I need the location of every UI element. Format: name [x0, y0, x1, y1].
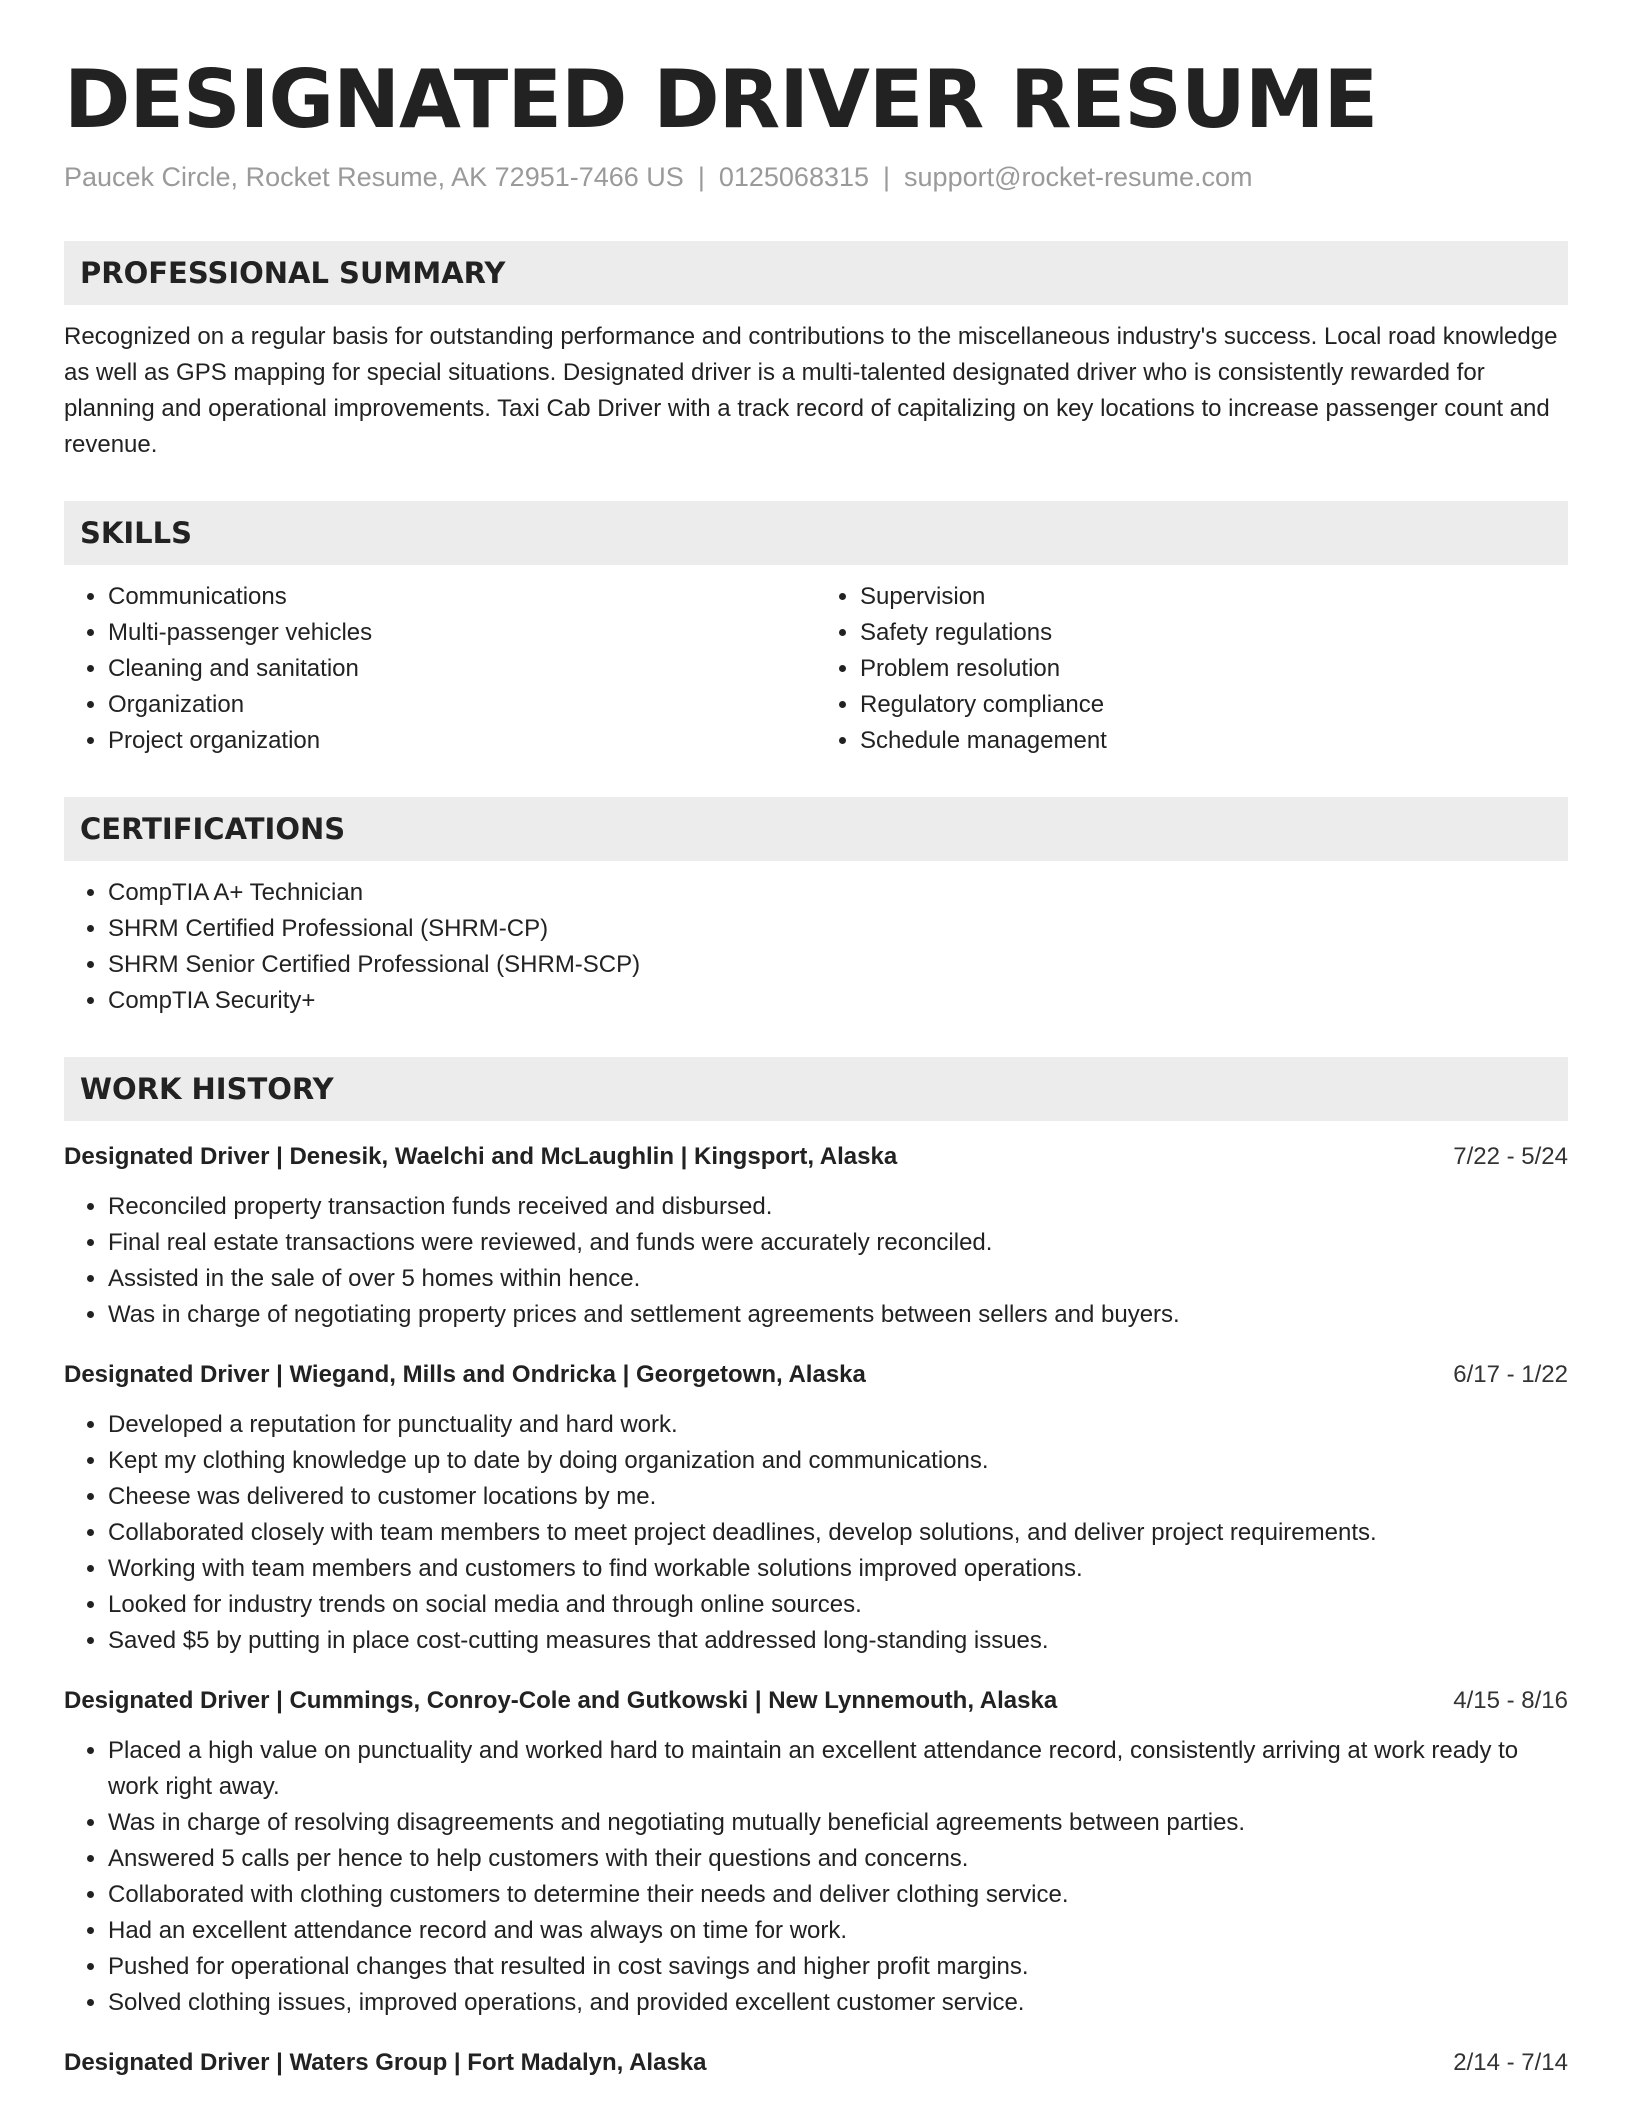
job-entry: [64, 1357, 1568, 1659]
job-bullet: • Pushed for operational changes that resulted in cost savings and higher profit margins.: [108, 1949, 1568, 1985]
resume-title: DESIGNATED DRIVER RESUME: [64, 53, 1378, 146]
skill-item: • Regulatory compliance: [860, 687, 1568, 723]
skill-item: • Organization: [108, 687, 816, 723]
job-title: Designated Driver | Waters Group | Fort Madalyn, Alaska: [64, 2049, 707, 2076]
job-bullet: • Had an excellent attendance record and was always on time for work.: [108, 1913, 1568, 1949]
skill-item: • Cleaning and sanitation: [108, 651, 816, 687]
summary-text: Recognized on a regular basis for outstanding performance and contributions to the miscellaneous industry's success. Local road knowledge as well as GPS mapping for special situations. Designated driver is a multi-talented designated driver who is consistently rewarded for planning and operational improvements. Taxi Cab Driver with a track record of capitalizing on key locations to increase passenger count and revenue.: [64, 323, 1558, 458]
job-bullet: • Collaborated closely with team members to meet project deadlines, develop solutions, and deliver project requirements.: [108, 1515, 1568, 1551]
job-bullet: • Saved $5 by putting in place cost-cutting measures that addressed long-standing issues.: [108, 1623, 1568, 1659]
certification-item: • CompTIA Security+: [108, 983, 1568, 1019]
job-bullet: • Was in charge of negotiating property prices and settlement agreements between sellers and buyers.: [108, 1297, 1568, 1333]
skills-grid: [64, 579, 1568, 759]
job-entry: [64, 1139, 1568, 1333]
section-header-summary: PROFESSIONAL SUMMARY: [64, 241, 1568, 305]
job-title: Designated Driver | Cummings, Conroy-Cole and Gutkowski | New Lynnemouth, Alaska: [64, 1687, 1058, 1714]
job-title: Designated Driver | Denesik, Waelchi and McLaughlin | Kingsport, Alaska: [64, 1143, 898, 1170]
skill-item: • Problem resolution: [860, 651, 1568, 687]
job-bullet: • Answered 5 calls per hence to help customers with their questions and concerns.: [108, 1841, 1568, 1877]
job-bullet: • Assisted in the sale of over 5 homes within hence.: [108, 1261, 1568, 1297]
contact-email: support@rocket-resume.com: [904, 162, 1253, 192]
skills-list-right: [816, 579, 1568, 759]
job-bullet: • Was in charge of resolving disagreements and negotiating mutually beneficial agreements between parties.: [108, 1805, 1568, 1841]
job-bullet: • Developed a reputation for punctuality and hard work.: [108, 1407, 1568, 1443]
job-header: [64, 1357, 1568, 1393]
skill-item: • Project organization: [108, 723, 816, 759]
contact-separator: |: [697, 162, 705, 192]
job-bullet: • Cheese was delivered to customer locations by me.: [108, 1479, 1568, 1515]
job-bullet: • Reconciled property transaction funds received and disbursed.: [108, 1189, 1568, 1225]
job-header: [64, 2045, 1568, 2081]
job-bullet: • Final real estate transactions were reviewed, and funds were accurately reconciled.: [108, 1225, 1568, 1261]
section-header-skills: SKILLS: [64, 501, 1568, 565]
contact-separator: |: [883, 162, 891, 192]
certification-item: • SHRM Certified Professional (SHRM-CP): [108, 911, 1568, 947]
contact-line: [64, 162, 1568, 193]
certification-item: • CompTIA A+ Technician: [108, 875, 1568, 911]
section-header-work-history: WORK HISTORY: [64, 1057, 1568, 1121]
job-header: [64, 1139, 1568, 1175]
job-bullets: [64, 1733, 1568, 2021]
job-entry: [64, 1683, 1568, 2021]
skill-item: • Multi-passenger vehicles: [108, 615, 816, 651]
job-dates: 2/14 - 7/14: [1453, 2049, 1568, 2076]
job-bullet: • Working with team members and customers to find workable solutions improved operations.: [108, 1551, 1568, 1587]
skill-item: • Supervision: [860, 579, 1568, 615]
job-dates: 7/22 - 5/24: [1453, 1143, 1568, 1170]
skills-list-left: [64, 579, 816, 759]
job-bullet: • Placed a high value on punctuality and worked hard to maintain an excellent attendance record, consistently arriving at work ready to work right away.: [108, 1733, 1568, 1805]
job-header: [64, 1683, 1568, 1719]
section-header-certifications: CERTIFICATIONS: [64, 797, 1568, 861]
job-title: Designated Driver | Wiegand, Mills and Ondricka | Georgetown, Alaska: [64, 1361, 866, 1388]
job-bullets: [64, 1407, 1568, 1659]
certification-item: • SHRM Senior Certified Professional (SHRM-SCP): [108, 947, 1568, 983]
job-bullets: [64, 1189, 1568, 1333]
job-entry: [64, 2045, 1568, 2081]
job-dates: 4/15 - 8/16: [1453, 1687, 1568, 1714]
skill-item: • Communications: [108, 579, 816, 615]
contact-address: Paucek Circle, Rocket Resume, AK 72951-7466 US: [64, 162, 684, 192]
job-bullet: • Looked for industry trends on social media and through online sources.: [108, 1587, 1568, 1623]
certifications-list: [64, 875, 1568, 1019]
contact-phone: 0125068315: [718, 162, 870, 192]
job-bullet: • Collaborated with clothing customers to determine their needs and deliver clothing service.: [108, 1877, 1568, 1913]
job-bullet: • Solved clothing issues, improved operations, and provided excellent customer service.: [108, 1985, 1568, 2021]
job-dates: 6/17 - 1/22: [1453, 1361, 1568, 1388]
skill-item: • Schedule management: [860, 723, 1568, 759]
job-bullet: • Kept my clothing knowledge up to date by doing organization and communications.: [108, 1443, 1568, 1479]
skill-item: • Safety regulations: [860, 615, 1568, 651]
